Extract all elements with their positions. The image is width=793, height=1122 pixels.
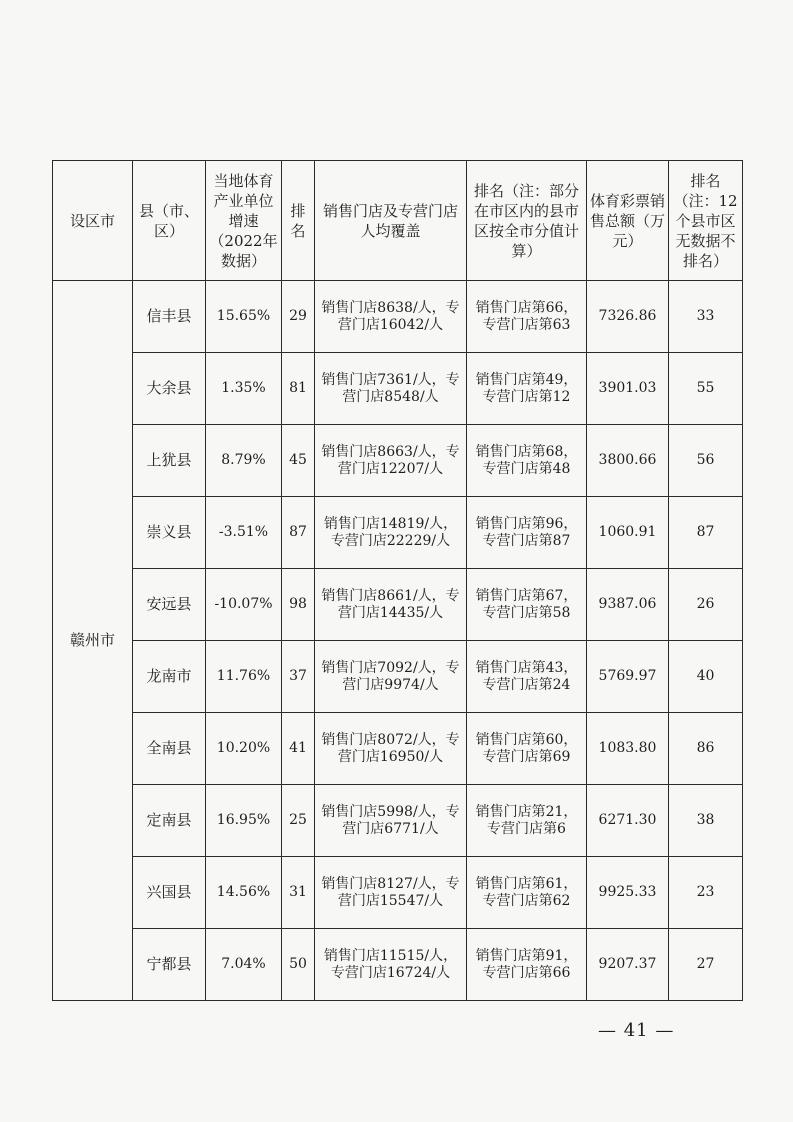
table-row bbox=[53, 785, 743, 857]
lottery-sales-cell: 9387.06 bbox=[587, 569, 669, 641]
store-coverage-cell: 销售门店8127/人，专营门店15547/人 bbox=[315, 857, 467, 929]
rank-cell: 98 bbox=[282, 569, 315, 641]
table-body bbox=[53, 281, 743, 1001]
coverage-rank-cell: 销售门店第67，专营门店第58 bbox=[467, 569, 587, 641]
header-rank: 排名 bbox=[282, 161, 315, 281]
growth-rate-cell: 16.95% bbox=[206, 785, 282, 857]
rank-cell: 45 bbox=[282, 425, 315, 497]
table-row bbox=[53, 713, 743, 785]
lottery-sales-cell: 7326.86 bbox=[587, 281, 669, 353]
coverage-rank-cell: 销售门店第49，专营门店第12 bbox=[467, 353, 587, 425]
lottery-sales-cell: 3901.03 bbox=[587, 353, 669, 425]
growth-rate-cell: 1.35% bbox=[206, 353, 282, 425]
coverage-rank-cell: 销售门店第60，专营门店第69 bbox=[467, 713, 587, 785]
sales-rank-cell: 38 bbox=[669, 785, 743, 857]
table-row bbox=[53, 641, 743, 713]
coverage-rank-cell: 销售门店第43，专营门店第24 bbox=[467, 641, 587, 713]
store-coverage-cell: 销售门店7092/人，专营门店9974/人 bbox=[315, 641, 467, 713]
county-cell: 宁都县 bbox=[133, 929, 206, 1001]
rank-cell: 41 bbox=[282, 713, 315, 785]
store-coverage-cell: 销售门店14819/人，专营门店22229/人 bbox=[315, 497, 467, 569]
county-cell: 崇义县 bbox=[133, 497, 206, 569]
county-cell: 定南县 bbox=[133, 785, 206, 857]
sales-rank-cell: 33 bbox=[669, 281, 743, 353]
county-cell: 安远县 bbox=[133, 569, 206, 641]
lottery-sales-cell: 1083.80 bbox=[587, 713, 669, 785]
table-row bbox=[53, 353, 743, 425]
coverage-rank-cell: 销售门店第96，专营门店第87 bbox=[467, 497, 587, 569]
lottery-sales-cell: 1060.91 bbox=[587, 497, 669, 569]
store-coverage-cell: 销售门店8072/人，专营门店16950/人 bbox=[315, 713, 467, 785]
growth-rate-cell: -3.51% bbox=[206, 497, 282, 569]
header-coverage-rank: 排名（注：部分在市区内的县市区按全市分值计算） bbox=[467, 161, 587, 281]
growth-rate-cell: 11.76% bbox=[206, 641, 282, 713]
sales-rank-cell: 87 bbox=[669, 497, 743, 569]
rank-cell: 50 bbox=[282, 929, 315, 1001]
table-row bbox=[53, 281, 743, 353]
lottery-sales-cell: 5769.97 bbox=[587, 641, 669, 713]
growth-rate-cell: -10.07% bbox=[206, 569, 282, 641]
city-cell: 赣州市 bbox=[53, 281, 133, 1001]
header-row bbox=[53, 161, 743, 281]
store-coverage-cell: 销售门店11515/人，专营门店16724/人 bbox=[315, 929, 467, 1001]
table-row bbox=[53, 497, 743, 569]
sales-rank-cell: 55 bbox=[669, 353, 743, 425]
coverage-rank-cell: 销售门店第91，专营门店第66 bbox=[467, 929, 587, 1001]
page-number: — 41 — bbox=[598, 1020, 675, 1041]
coverage-rank-cell: 销售门店第61，专营门店第62 bbox=[467, 857, 587, 929]
header-store-coverage: 销售门店及专营门店人均覆盖 bbox=[315, 161, 467, 281]
coverage-rank-cell: 销售门店第21，专营门店第6 bbox=[467, 785, 587, 857]
header-city: 设区市 bbox=[53, 161, 133, 281]
sales-rank-cell: 27 bbox=[669, 929, 743, 1001]
growth-rate-cell: 10.20% bbox=[206, 713, 282, 785]
county-cell: 全南县 bbox=[133, 713, 206, 785]
rank-cell: 29 bbox=[282, 281, 315, 353]
sales-rank-cell: 23 bbox=[669, 857, 743, 929]
lottery-sales-cell: 6271.30 bbox=[587, 785, 669, 857]
coverage-rank-cell: 销售门店第66，专营门店第63 bbox=[467, 281, 587, 353]
growth-rate-cell: 8.79% bbox=[206, 425, 282, 497]
county-cell: 兴国县 bbox=[133, 857, 206, 929]
store-coverage-cell: 销售门店7361/人，专营门店8548/人 bbox=[315, 353, 467, 425]
growth-rate-cell: 14.56% bbox=[206, 857, 282, 929]
table-row bbox=[53, 929, 743, 1001]
lottery-sales-cell: 9925.33 bbox=[587, 857, 669, 929]
store-coverage-cell: 销售门店8661/人，专营门店14435/人 bbox=[315, 569, 467, 641]
table-row bbox=[53, 425, 743, 497]
rank-cell: 81 bbox=[282, 353, 315, 425]
sales-rank-cell: 56 bbox=[669, 425, 743, 497]
lottery-sales-cell: 3800.66 bbox=[587, 425, 669, 497]
header-growth-rate: 当地体育产业单位增速（2022年数据） bbox=[206, 161, 282, 281]
header-county: 县（市、区） bbox=[133, 161, 206, 281]
sales-rank-cell: 40 bbox=[669, 641, 743, 713]
county-cell: 上犹县 bbox=[133, 425, 206, 497]
rank-cell: 31 bbox=[282, 857, 315, 929]
header-sales-rank: 排名（注：12个县市区无数据不排名） bbox=[669, 161, 743, 281]
rank-cell: 25 bbox=[282, 785, 315, 857]
sales-rank-cell: 86 bbox=[669, 713, 743, 785]
table-row bbox=[53, 857, 743, 929]
growth-rate-cell: 15.65% bbox=[206, 281, 282, 353]
lottery-sales-cell: 9207.37 bbox=[587, 929, 669, 1001]
store-coverage-cell: 销售门店5998/人，专营门店6771/人 bbox=[315, 785, 467, 857]
county-cell: 龙南市 bbox=[133, 641, 206, 713]
coverage-rank-cell: 销售门店第68，专营门店第48 bbox=[467, 425, 587, 497]
county-cell: 信丰县 bbox=[133, 281, 206, 353]
rank-cell: 37 bbox=[282, 641, 315, 713]
store-coverage-cell: 销售门店8638/人，专营门店16042/人 bbox=[315, 281, 467, 353]
data-table bbox=[52, 160, 743, 1001]
store-coverage-cell: 销售门店8663/人，专营门店12207/人 bbox=[315, 425, 467, 497]
rank-cell: 87 bbox=[282, 497, 315, 569]
table-row bbox=[53, 569, 743, 641]
header-lottery-sales: 体育彩票销售总额（万元） bbox=[587, 161, 669, 281]
growth-rate-cell: 7.04% bbox=[206, 929, 282, 1001]
sales-rank-cell: 26 bbox=[669, 569, 743, 641]
county-cell: 大余县 bbox=[133, 353, 206, 425]
